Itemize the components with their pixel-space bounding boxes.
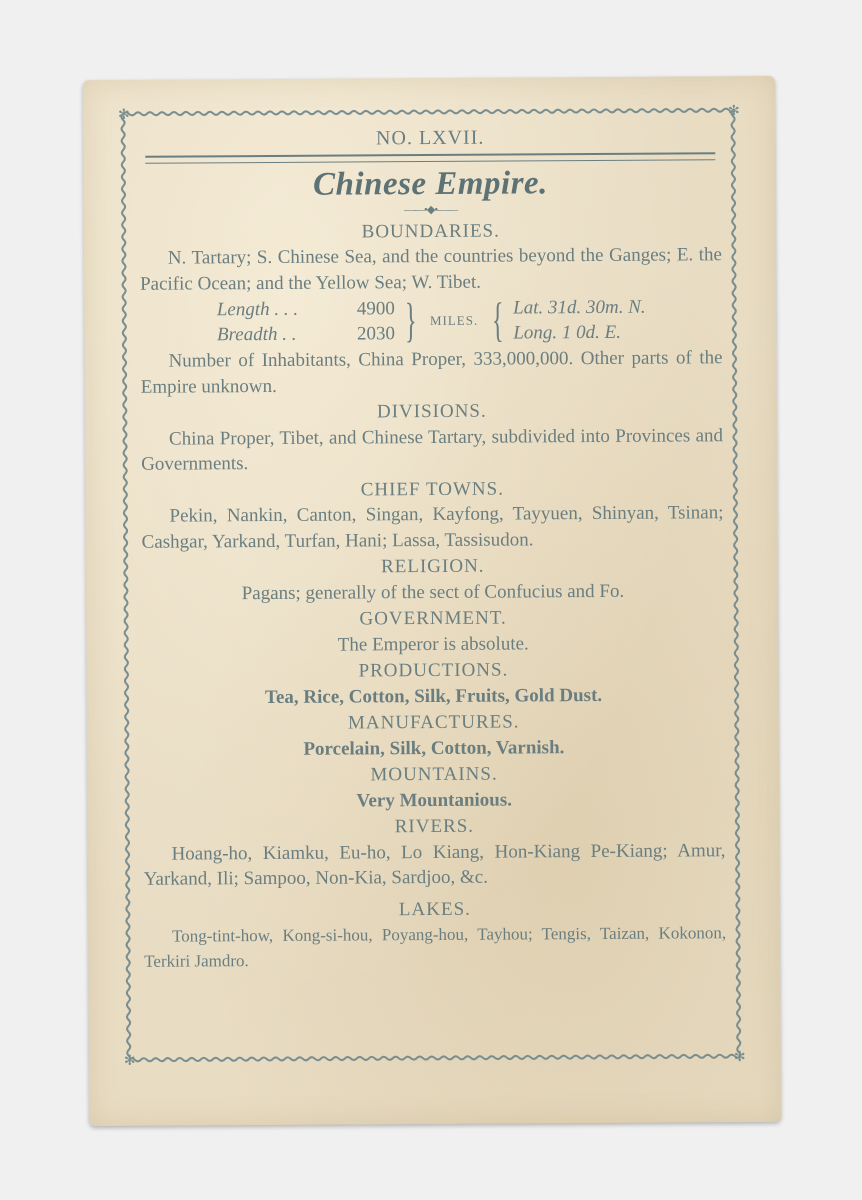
divisions-text: China Proper, Tibet, and Chinese Tartary, subdivided into Provinces and Governments. — [141, 424, 724, 475]
closing-brace-icon: } — [404, 294, 417, 348]
corner-star-icon: ✻ — [733, 1050, 746, 1066]
mountains-text: Very Mountanious. — [356, 789, 513, 811]
productions-text: Tea, Rice, Cotton, Silk, Fruits, Gold Dust. — [264, 684, 603, 708]
length-label: Length . . . — [216, 298, 299, 321]
border-wave-line — [129, 1055, 741, 1062]
religion-text: Pagans; generally of the sect of Confucius and Fo. — [241, 580, 625, 604]
corner-star-icon: ✻ — [727, 104, 740, 120]
government-text: The Emperor is absolute. — [337, 632, 529, 656]
length-row — [217, 296, 395, 322]
card-number: NO. LXVII. — [375, 126, 485, 150]
border-wave-line — [732, 110, 741, 1058]
lakes-heading: LAKES. — [398, 898, 471, 920]
rivers-heading: RIVERS. — [394, 815, 475, 838]
government-heading: GOVERNMENT. — [359, 607, 507, 630]
geography-card — [83, 76, 781, 1126]
miles-label: MILES. — [429, 312, 479, 329]
card-title: Chinese Empire. — [312, 164, 548, 203]
length-value: 4900 — [356, 298, 395, 320]
productions-heading: PRODUCTIONS. — [358, 659, 509, 682]
double-rule-divider — [145, 152, 715, 163]
manufactures-heading: MANUFACTURES. — [347, 711, 520, 734]
card-content — [139, 124, 726, 974]
breadth-row — [217, 321, 395, 347]
chief-towns-text: Pekin, Nankin, Canton, Singan, Kayfong, Tayyuen, Shinyan, Tsinan; Cashgar, Yarkand, Turfan, Hani; Lassa, Tassisudon. — [141, 502, 724, 553]
religion-heading: RELIGION. — [380, 555, 485, 578]
chief-towns-heading: CHIEF TOWNS. — [360, 478, 505, 500]
breadth-label: Breadth . . — [216, 323, 297, 346]
corner-star-icon: ✻ — [117, 107, 130, 123]
border-wave-line — [123, 109, 735, 116]
boundaries-text: N. Tartary; S. Chinese Sea, and the countries beyond the Ganges; E. the Pacific Ocean; and the Yellow Sea; W. Tibet. — [139, 244, 722, 295]
boundaries-heading: BOUNDARIES. — [361, 220, 500, 242]
inhabitants-text: Number of Inhabitants, China Proper, 333,000,000. Other parts of the Empire unknown. — [140, 347, 723, 398]
latitude: Lat. 31d. 30m. N. — [513, 296, 646, 319]
divisions-heading: DIVISIONS. — [376, 400, 487, 423]
coordinates — [513, 295, 646, 346]
lakes-text: Tong-tint-how, Kong-si-hou, Poyang-hou, Tayhou; Tengis, Taizan, Kokonon, Terkiri Jamdro. — [144, 923, 727, 971]
manufactures-text: Porcelain, Silk, Cotton, Varnish. — [303, 736, 565, 760]
mountains-heading: MOUNTAINS. — [370, 763, 498, 786]
breadth-value: 2030 — [356, 323, 396, 345]
title-ornament: ——•◆•—— — [403, 203, 458, 216]
rivers-text: Hoang-ho, Kiamku, Eu-ho, Lo Kiang, Hon-Kiang Pe-Kiang; Amur, Yarkand, Ili; Sampoo, Non-Kia, Sardjoo, &c. — [143, 839, 726, 890]
longitude: Long. 1 0d. E. — [513, 321, 622, 344]
border-wave-line — [122, 114, 131, 1062]
dimensions-list — [217, 296, 395, 347]
corner-star-icon: ✻ — [123, 1053, 136, 1069]
opening-brace-icon: { — [491, 293, 504, 347]
dimensions-block — [140, 293, 722, 349]
